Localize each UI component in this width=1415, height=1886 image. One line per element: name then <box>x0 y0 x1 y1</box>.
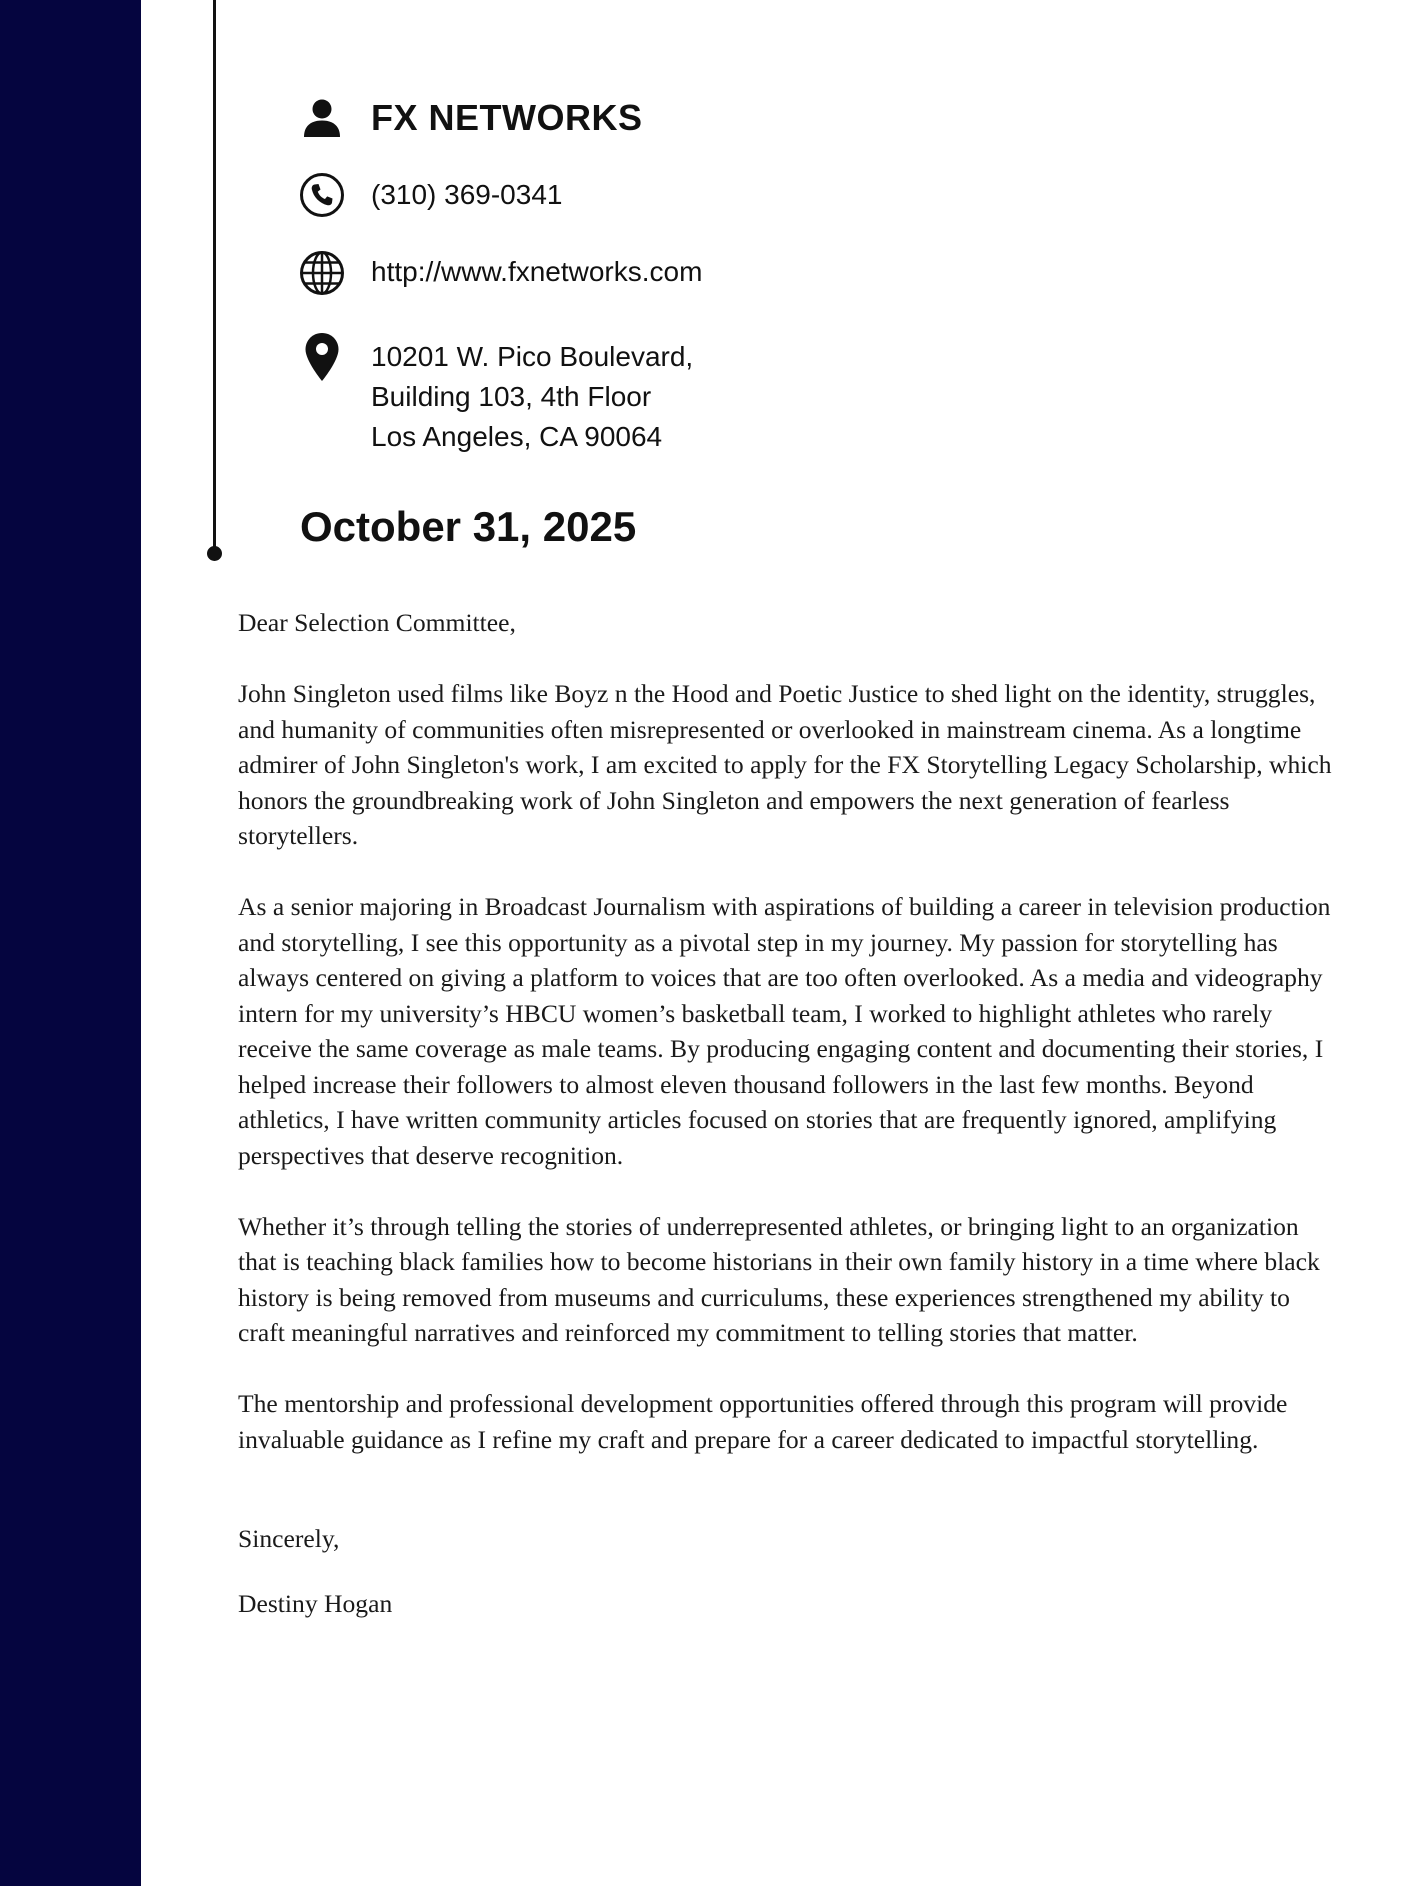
phone-number[interactable]: (310) 369-0341 <box>371 179 563 210</box>
timeline-dot <box>207 546 222 561</box>
timeline-line <box>213 0 216 553</box>
salutation: Dear Selection Committee, <box>238 608 516 637</box>
location-pin-icon <box>298 333 346 381</box>
person-icon <box>298 94 346 142</box>
website-link[interactable]: http://www.fxnetworks.com <box>371 256 703 287</box>
globe-icon <box>298 249 346 297</box>
company-name: FX NETWORKS <box>371 97 643 138</box>
letter-body <box>238 605 1333 1621</box>
address-line-3: Los Angeles, CA 90064 <box>371 421 663 452</box>
sidebar-band <box>0 0 141 1886</box>
letter-date: October 31, 2025 <box>300 503 637 550</box>
paragraph-4: The mentorship and professional development opportunities offered through this program will provide invaluable guidance as I refine my craft and prepare for a career dedicated to impactful storytelling. <box>238 1389 1288 1454</box>
address-line-1: 10201 W. Pico Boulevard, <box>371 341 694 372</box>
phone-icon <box>298 171 346 219</box>
address-line-2: Building 103, 4th Floor <box>371 381 652 412</box>
paragraph-3: Whether it’s through telling the stories of underrepresented athletes, or bringing light to an organization that is teaching black families how to become historians in their own family history in a time where black history is being removed from museums and curriculums, these experiences strengthened my ability to craft meaningful narratives and reinforced my commitment to telling stories that matter. <box>238 1211 1320 1347</box>
paragraph-1: John Singleton used films like Boyz n the Hood and Poetic Justice to shed light on the identity, struggles, and humanity of communities often misrepresented or overlooked in mainstream cinema. As a longtime admirer of John Singleton's work, I am excited to apply for the FX Storytelling Legacy Scholarship, which honors the groundbreaking work of John Singleton and empowers the next generation of fearless storytellers. <box>238 679 1332 850</box>
paragraph-2: As a senior majoring in Broadcast Journalism with aspirations of building a career in television production and storytelling, I see this opportunity as a pivotal step in my journey. My passion for storytelling has always centered on giving a platform to voices that are too often overlooked. As a media and videography intern for my university’s HBCU women’s basketball team, I worked to highlight athletes who rarely receive the same coverage as male teams. By producing engaging content and documenting their stories, I helped increase their followers to almost eleven thousand followers in the last few months. Beyond athletics, I have written community articles focused on stories that are frequently ignored, amplifying perspectives that deserve recognition. <box>238 892 1331 1170</box>
closing: Sincerely, <box>238 1524 340 1553</box>
address-block <box>371 337 693 457</box>
signature: Destiny Hogan <box>238 1588 393 1618</box>
